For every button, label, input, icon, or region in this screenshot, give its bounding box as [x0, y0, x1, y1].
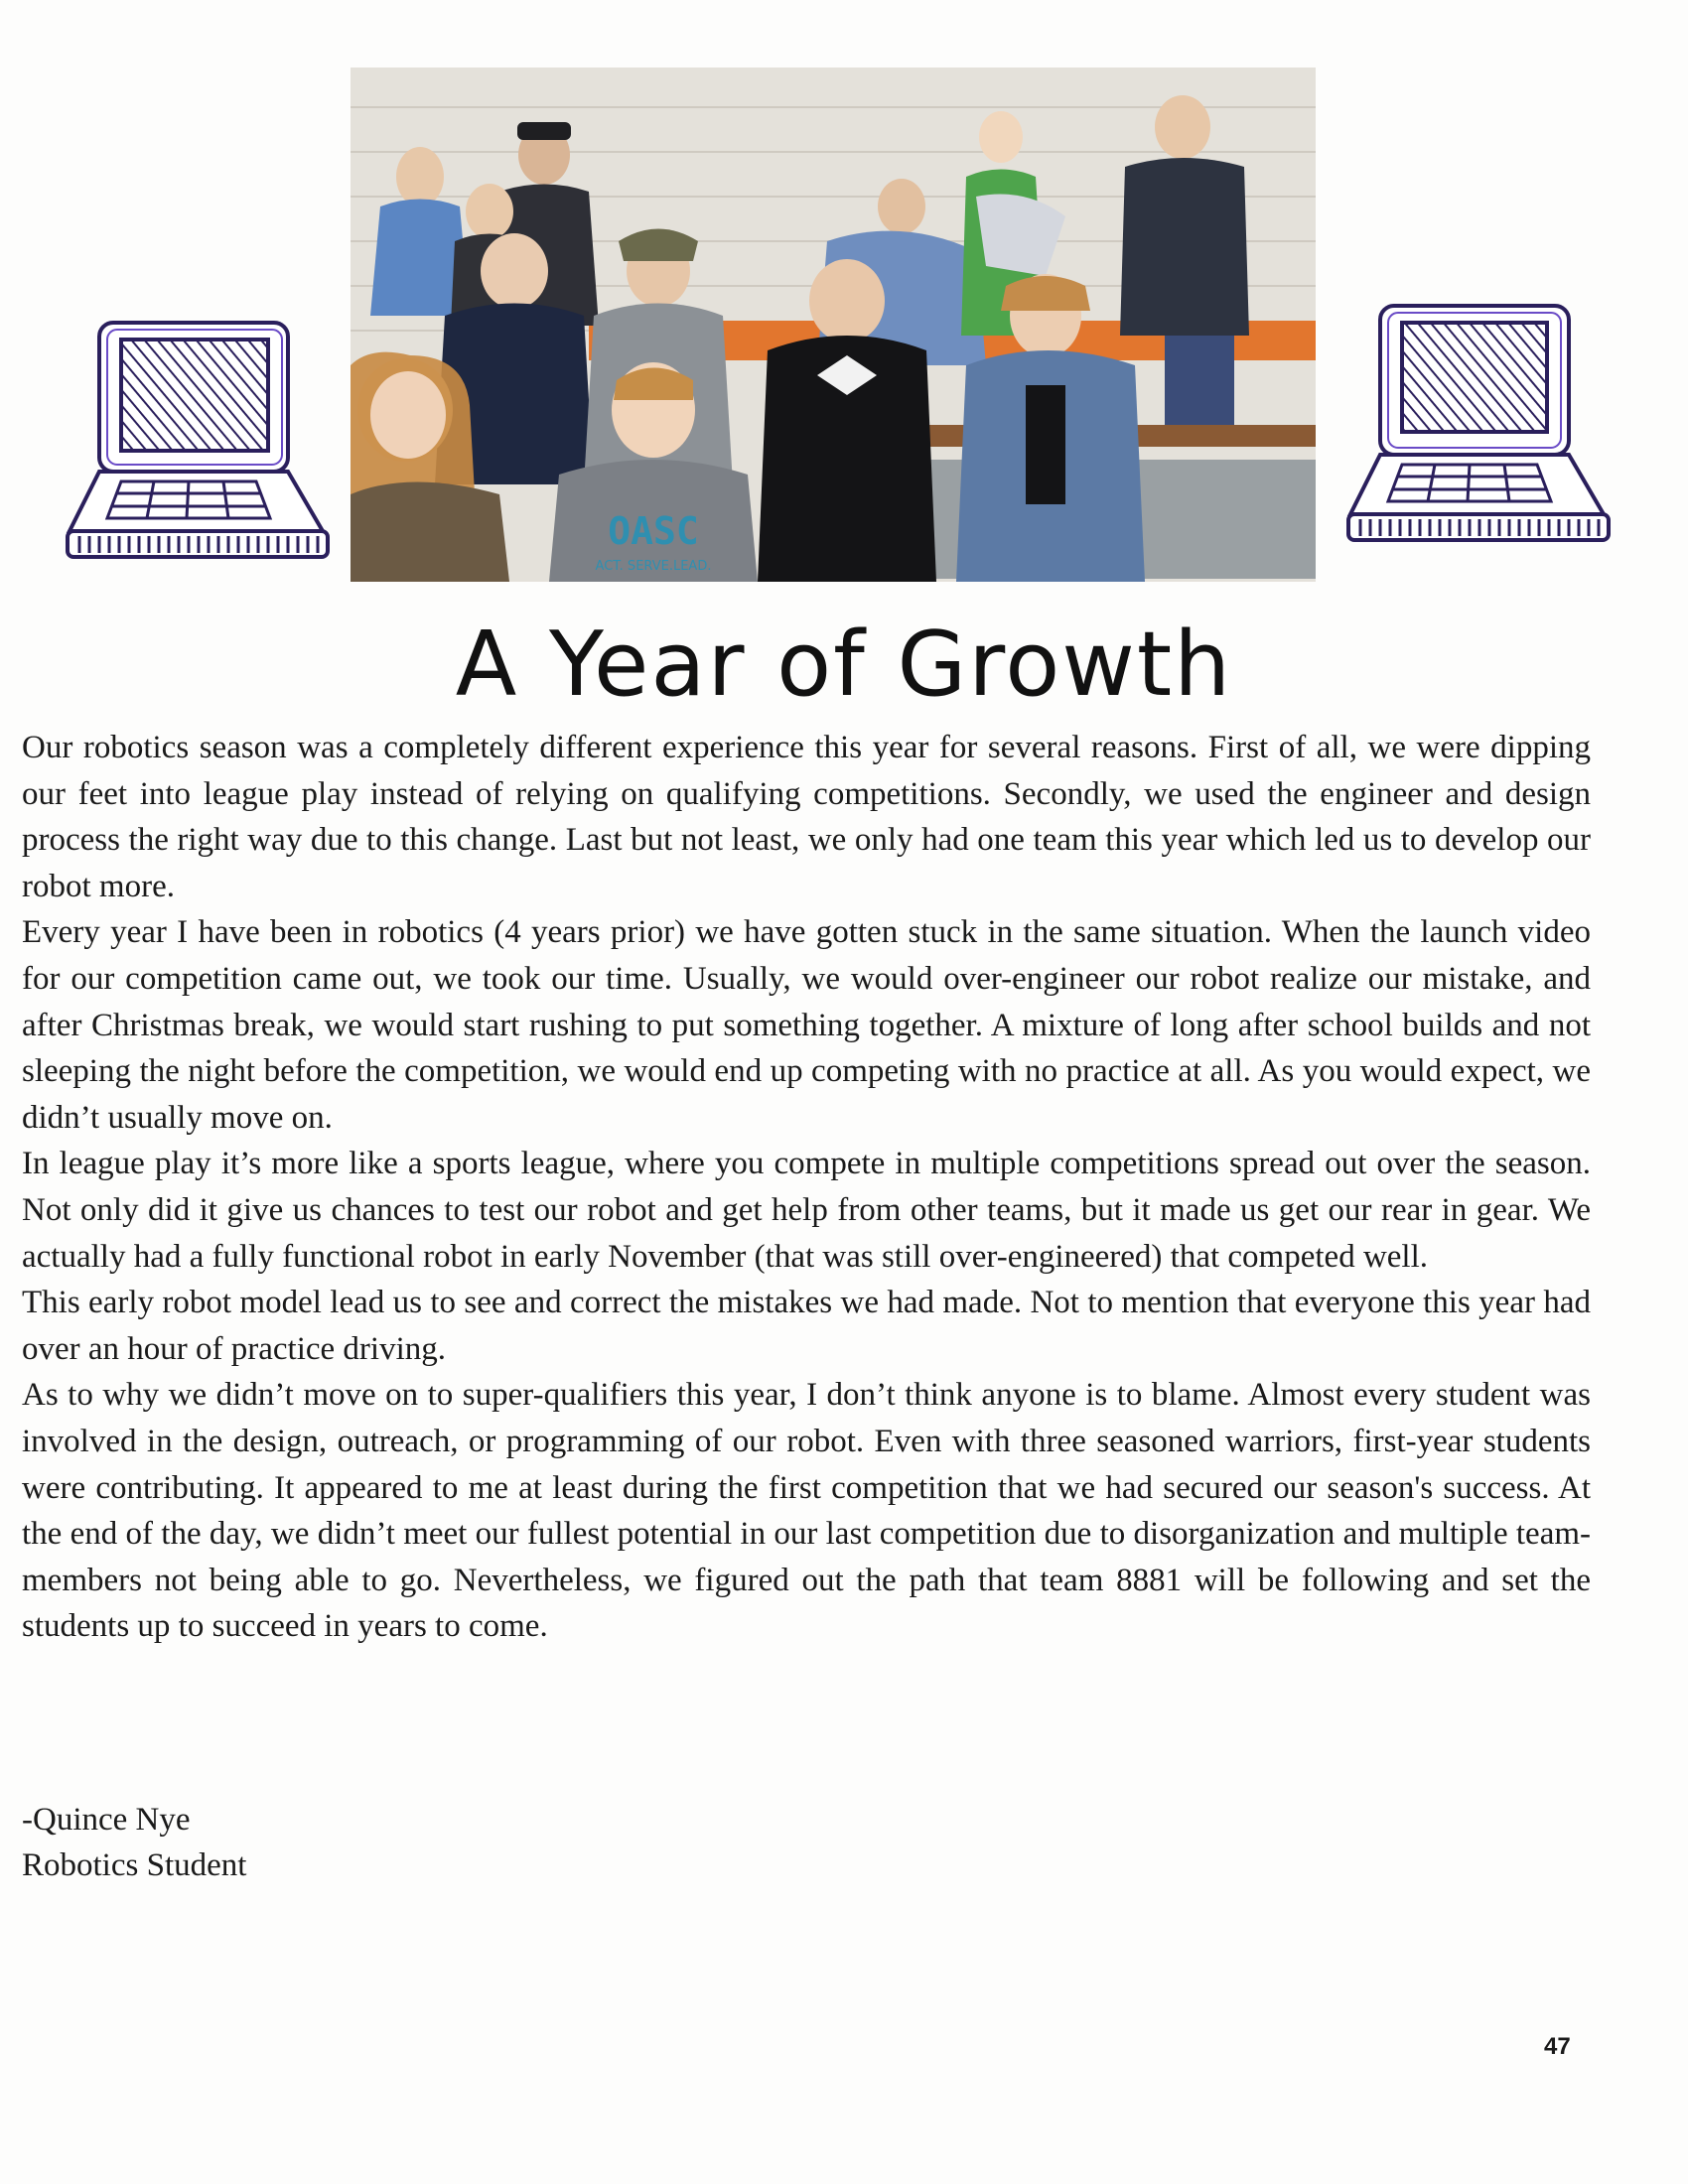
article-paragraph: In league play it’s more like a sports league, where you compete in multiple competitions spread out over the season. Not only did it give us chances to test our robot and get help from other teams, but it made us get our rear in gear. We actually had a fully functional robot in early November (that was still over-engineered) that competed well. [22, 1146, 1591, 1275]
article-paragraph: Every year I have been in robotics (4 years prior) we have gotten stuck in the same situation. When the launch video for our competition came out, we took our time. Usually, we would over-engineer our robot realize our mistake, and after Christmas break, we would start rushing to put something together. A mixture of long after school builds and not sleeping the night before the competition, we would end up competing with no practice at all. As you would expect, we didn’t usually move on. [22, 914, 1591, 1136]
hoodie-subtext: ACT. SERVE.LEAD. [595, 559, 712, 574]
article-paragraph: This early robot model lead us to see and correct the mistakes we had made. Not to mention that everyone this year had over an hour of practice driving. [22, 1285, 1591, 1367]
article-body [22, 725, 1591, 1650]
article-paragraph: As to why we didn’t move on to super-qualifiers this year, I don’t think anyone is to blame. Almost every student was involved in the design, outreach, or programming of our robot. Even with three seasoned warriors, first-year students were contributing. It appeared to me at least during the first competition that we had secured our season's success. At the end of the day, we didn’t meet our fullest potential in our last competition due to disorganization and multiple team-members not being able to go. Nevertheless, we figured out the path that team 8881 will be following and set the students up to succeed in years to come. [22, 1377, 1591, 1645]
team-photo [351, 68, 1316, 582]
article-paragraph: Our robotics season was a completely different experience this year for several reasons. First of all, we were dipping our feet into league play instead of relying on qualifying competitions. Secondly, we used the engineer and design process the right way due to this change. Last but not least, we only had one team this year which led us to develop our robot more. [22, 730, 1591, 904]
laptop-icon [1331, 298, 1618, 556]
hoodie-text: OASC [608, 509, 699, 553]
page-number: 47 [1544, 2033, 1571, 2060]
laptop-icon [60, 318, 338, 566]
author-name: -Quince Nye [22, 1802, 191, 1838]
page-title: A Year of Growth [455, 613, 1233, 717]
author-role: Robotics Student [22, 1847, 247, 1883]
signature [22, 1797, 246, 1888]
